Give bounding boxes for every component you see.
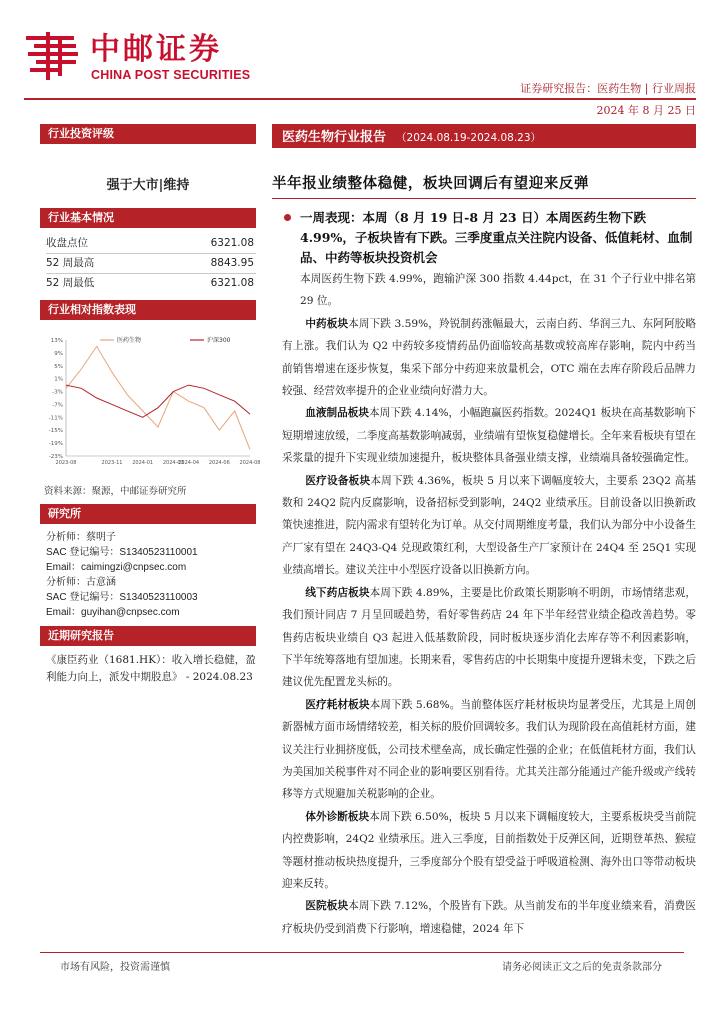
analyst-line: 分析师：古意涵 xyxy=(46,577,116,588)
sector-text: 本周下跌 4.14%，小幅跑赢医药指数。2024Q1 板块在高基数影响下短期增速放缓，二季度高基数影响减弱，业绩端有望恢复稳健增长。全年来看板块有望在采浆量的提升下实现业绩加速提升，板块整体具备强业绩支撑，业绩端具备较强确定性。 xyxy=(282,407,696,465)
report-head xyxy=(272,124,696,148)
footer-divider xyxy=(40,952,684,953)
sector-text: 本周下跌 6.50%，板块 5 月以来下调幅度较大，主要系板块受当前院内控费影响，24Q2 业绩承压。进入三季度，目前指数处于反弹区间，近期登革热、猴痘等题材推动板块热度提升，三季度部分个股有望受益于呼吸道检测、海外出口等带动板块迎来反转。 xyxy=(282,810,696,890)
report-head-title: 医药生物行业报告 xyxy=(282,130,387,145)
sector-name: 医疗设备板块 xyxy=(305,474,371,487)
breadcrumb: 证券研究报告：医药生物 | 行业周报 xyxy=(520,82,696,95)
sector-paragraph xyxy=(282,470,696,582)
analyst-line[interactable]: Email：caimingzi@cnpsec.com xyxy=(46,562,187,573)
chart-source: 资料来源：聚源，中邮证券研究所 xyxy=(44,486,187,497)
basic-row xyxy=(46,254,256,272)
x-tick-label: 2024-01 xyxy=(132,460,154,466)
summary-paragraph: 本周医药生物下跌 4.99%，跑输沪深 300 指数 4.44pct，在 31 个子行业中排名第 29 位。 xyxy=(300,273,696,308)
china-post-logo-icon xyxy=(24,30,84,82)
series-line-pharma xyxy=(66,346,250,449)
x-tick-label: 2023-08 xyxy=(55,460,77,466)
sector-name: 体外诊断板块 xyxy=(305,810,370,823)
y-tick-label: -7% xyxy=(52,402,63,409)
sector-paragraph xyxy=(282,402,696,469)
sector-paragraph xyxy=(282,582,696,694)
relative-index-chart xyxy=(40,330,261,472)
basic-row-value: 6321.08 xyxy=(210,237,254,249)
report-date: 2024 年 8 月 25 日 xyxy=(596,104,696,117)
y-tick-label: 5% xyxy=(54,363,63,370)
x-tick-label: 2024-08 xyxy=(239,460,261,466)
rating-section-head: 行业投资评级 xyxy=(40,124,256,144)
basic-row-value: 6321.08 xyxy=(210,277,254,289)
sector-text: 本周下跌 7.12%，个股皆有下跌。从当前发布的半年度业绩来看，消费医疗板块仍受到消费下行影响，增速稳健，2024 年下 xyxy=(282,900,696,935)
x-tick-label: 2023-11 xyxy=(101,460,123,466)
x-tick-label: 2024-06 xyxy=(208,460,230,466)
brand-name-en: CHINA POST SECURITIES xyxy=(91,68,251,82)
summary-bullet: 一周表现：本周（8 月 19 日-8 月 23 日）本周医药生物下跌 4.99%，子板块皆有下跌。三季度重点关注院内设备、低值耗材、血制品、中药等板块投资机会 xyxy=(282,208,696,268)
basic-row-value: 8843.95 xyxy=(210,257,254,269)
basic-row-key: 收盘点位 xyxy=(46,237,88,249)
sector-text: 本周下跌 4.36%，板块 5 月以来下调幅度较大，主要系 23Q2 高基数和 24Q2 院内反腐影响，设备招标受到影响，24Q2 业绩承压。目前设备以旧换新政策快速推进，院内需求有望转化为订单。从交付周期维度考量，我们认为部分中小设备生产厂家有望在 24Q3-Q4 兑现政策红利，大型设备生产厂家预计在 24Q4 至 25Q1 实现业绩高增长。建议关注中小型医疗设备以旧换新方向。 xyxy=(282,474,697,577)
y-tick-label: -23% xyxy=(48,454,63,460)
sector-name: 线下药店板块 xyxy=(305,586,370,599)
analyst-section-head: 研究所 xyxy=(40,504,256,524)
legend-label: 沪深300 xyxy=(207,337,231,344)
sector-text: 本周下跌 3.59%，羚锐制药涨幅最大，云南白药、华润三九、东阿阿胶略有上涨。我们认为 Q2 中药较多疫情药品仍面临较高基数或较高库存影响，院内中药当前销售增速在逐步恢复，集采下部分中药迎来放量机会，OTC 端在去库存阶段后品牌力较强、经营效率提升的企业业绩向好潜力大。 xyxy=(282,317,696,398)
basic-row-key: 52 周最高 xyxy=(46,257,95,269)
disclaimer-notice: 请务必阅读正文之后的免责条款部分 xyxy=(502,962,662,973)
basic-row-key: 52 周最低 xyxy=(46,277,95,289)
sector-paragraph xyxy=(282,806,696,896)
x-tick-label: 2024-03 xyxy=(162,460,184,466)
brand-name-cn: 中邮证券 xyxy=(90,32,222,67)
y-tick-label: 13% xyxy=(50,338,63,344)
y-tick-label: -19% xyxy=(48,441,63,448)
chart-section-head: 行业相对指数表现 xyxy=(40,300,256,320)
recent-report-link[interactable]: 《康臣药业（1681.HK）：收入增长稳健，盈利能力向上，派发中期股息》 - 2024.08.23 xyxy=(46,654,256,683)
y-tick-label: 1% xyxy=(54,376,63,383)
y-tick-label: -3% xyxy=(52,389,63,396)
basic-row xyxy=(46,234,256,252)
analyst-line: 分析师：蔡明子 xyxy=(46,532,116,543)
report-title: 半年报业绩整体稳健，板块回调后有望迎来反弹 xyxy=(272,175,590,192)
basic-row xyxy=(46,274,256,292)
series-line-csi300 xyxy=(66,385,250,417)
sector-name: 血液制品板块 xyxy=(305,407,370,420)
recent-section-head: 近期研究报告 xyxy=(40,626,256,646)
y-tick-label: 9% xyxy=(54,350,63,357)
report-head-date: （2024.08.19-2024.08.23） xyxy=(396,132,542,144)
basic-section-head: 行业基本情况 xyxy=(40,208,256,228)
sector-name: 医院板块 xyxy=(305,900,349,913)
y-tick-label: -15% xyxy=(48,428,63,435)
analyst-line: SAC 登记编号：S1340523110001 xyxy=(46,547,198,558)
x-tick-label: 2024-04 xyxy=(178,460,200,466)
sector-name: 医疗耗材板块 xyxy=(305,698,370,711)
report-body xyxy=(282,208,696,940)
sector-text: 本周下跌 4.89%，主要是比价政策长期影响不明朗，市场情绪悲观，我们预计同店 7 月呈回暖趋势，看好零售药店 24 年下半年经营业绩企稳改善趋势。零售药店板块业绩自 Q3 起进入低基数阶段，同时板块逐步消化去库存等不利因素影响，下半年统筹落地有望加速。长期来看，零售药店的中长期集中度提升逻辑未变，下跌之后建议优先配置龙头标的。 xyxy=(282,586,696,689)
sector-text: 本周下跌 5.68%。当前整体医疗耗材板块均显著受压，尤其是上周创新器械方面市场情绪较差，相关标的股价回调较多。我们认为现阶段在高值耗材方面，建议关注行业拥挤度低，公司技术壁垒高，成长确定性强的企业；在低值耗材方面，我们认为美国加关税事件对不同企业的影响要区别看待。尤其关注部分能通过产能升级或产线转移等方式规避加关税影响的企业。 xyxy=(282,698,696,801)
sector-name: 中药板块 xyxy=(305,317,349,330)
analyst-line[interactable]: Email：guyihan@cnpsec.com xyxy=(46,607,180,618)
analyst-line: SAC 登记编号：S1340523110003 xyxy=(46,592,198,603)
title-divider xyxy=(272,198,696,199)
header-divider xyxy=(24,98,696,100)
sector-paragraph xyxy=(282,895,696,940)
sector-paragraph xyxy=(282,313,696,403)
sector-paragraph xyxy=(282,694,696,806)
risk-notice: 市场有风险，投资需谨慎 xyxy=(60,962,170,973)
industry-rating: 强于大市|维持 xyxy=(106,178,190,193)
y-tick-label: -11% xyxy=(48,415,63,422)
legend-label: 医药生物 xyxy=(117,337,142,344)
